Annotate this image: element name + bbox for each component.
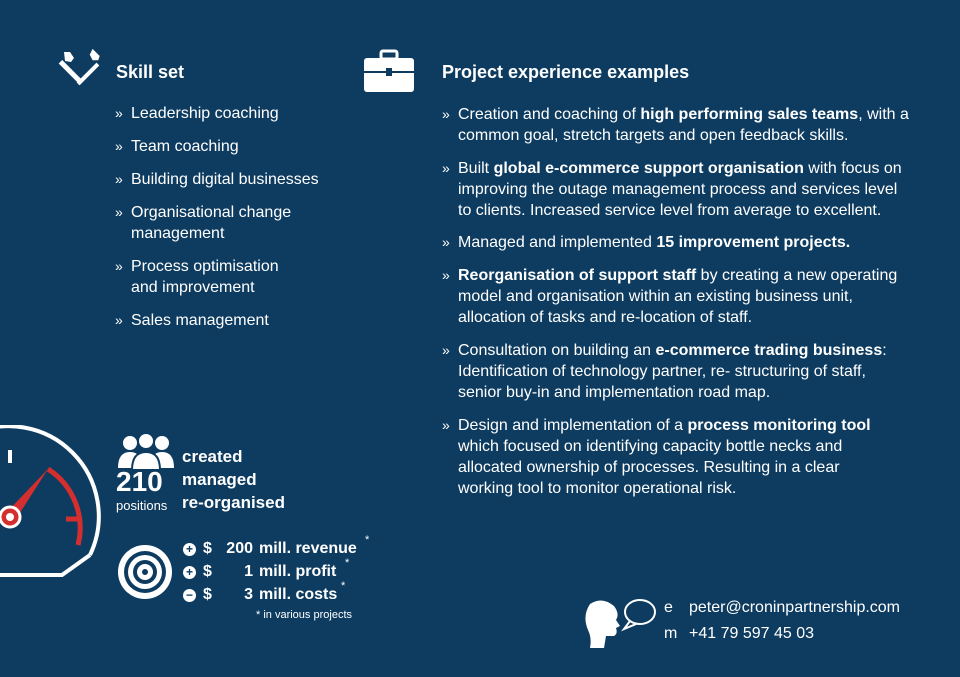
project-title: Project experience examples: [442, 62, 690, 82]
target-icon: [116, 543, 174, 601]
project-item: » Managed and implemented 15 improvement projects.: [442, 234, 851, 251]
project-item: » Design and implementation of a process monitoring tool which focused on identifying capacity bottle necks and allocated ownership of processes. Resulting in a clear working tool to monitor operational risk.: [442, 417, 871, 497]
people-icon: [116, 430, 176, 470]
verb-created: created: [182, 447, 243, 466]
positions-count: 210: [116, 466, 163, 497]
email-link[interactable]: peter@croninpartnership.com: [689, 599, 901, 616]
minus-icon: −: [183, 589, 196, 602]
plus-icon: +: [183, 566, 196, 579]
skill-item: » Team coaching: [115, 138, 239, 155]
briefcase-icon: [362, 48, 416, 94]
positions-label: positions: [116, 498, 168, 513]
project-item: » Consultation on building an e-commerce trading business: Identification of technology partner, re- structuring of staff, senior buy-in and implementation road map.: [442, 342, 887, 401]
skill-set-title: Skill set: [116, 62, 185, 82]
verb-reorganised: re-organised: [182, 493, 285, 512]
speedometer-icon: [0, 425, 110, 605]
email-label: e: [664, 599, 673, 616]
tools-icon: [58, 48, 104, 94]
costs-row: − $ 3 mill. costs *: [183, 586, 383, 606]
skill-item: » Leadership coaching: [115, 105, 279, 122]
project-item: » Built global e-commerce support organisation with focus on improving the outage management process and services level to clients. Increased service level from average to excellent.: [442, 160, 902, 219]
skill-item: » Building digital businesses: [115, 171, 319, 188]
profit-row: + $ 1 mill. profit *: [183, 563, 383, 583]
skill-item: » Sales management: [115, 312, 269, 329]
skill-item: » Process optimisation and improvement: [115, 258, 279, 296]
mobile-label: m: [664, 625, 678, 642]
verb-managed: managed: [182, 470, 257, 489]
skill-item: » Organisational change management: [115, 204, 292, 242]
footnote: * in various projects: [256, 609, 352, 621]
project-item: » Reorganisation of support staff by creating a new operating model and organisation within an existing business unit, allocation of tasks and re-location of staff.: [442, 267, 898, 326]
plus-icon: +: [183, 543, 196, 556]
person-speech-icon: [584, 596, 658, 648]
revenue-row: + $ 200 mill. revenue *: [183, 540, 383, 560]
phone-number[interactable]: +41 79 597 45 03: [689, 625, 815, 642]
project-item: » Creation and coaching of high performing sales teams, with a common goal, stretch targets and open feedback skills.: [442, 106, 909, 144]
